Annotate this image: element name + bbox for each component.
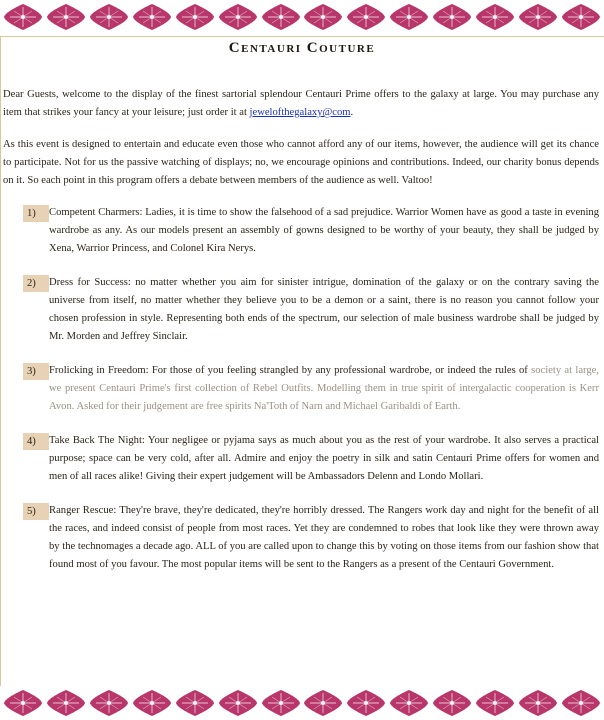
ornamental-leaf-icon — [560, 2, 602, 32]
ornamental-leaf-icon — [302, 688, 344, 718]
program-list — [3, 204, 599, 574]
item-text: society at large, we present Centauri Prime's first collection of Rebel Outfits. Modelling them in true spirit of intergalactic cooperation is Kerr Avon. Asked for their judgement are free spirits Na'Toth of Narn and Michael Garibaldi of Earth. — [49, 365, 600, 412]
item-text: Take Back The Night: Your negligee or pyjama says as much about you as the rest of your wardrobe. It also serves a practical purpose; space can be very cold, after all. Admire and enjoy the poetry in silk and satin Centauri Prime offers for women and men of all races alike! Giving their expert judgement will be Ambassadors Delenn and Londo Mollari. — [49, 435, 599, 482]
ornamental-leaf-icon — [2, 688, 44, 718]
document-body — [3, 86, 599, 590]
item-text: Ranger Rescue: They're brave, they're dedicated, they're horribly dressed. The Rangers work day and night for the benefit of all the races, and indeed consist of people from most races. Yet they are condemned to robes that look like they were thrown away by the technomages a decade ago. ALL of you are called upon to change this by voting on those items from our fashion show that found most of you favour. The most popular items will be sent to the Rangers as a present of the Centauri Government. — [49, 505, 599, 570]
ornamental-leaf-icon — [88, 2, 130, 32]
ornamental-leaf-icon — [260, 2, 302, 32]
ornamental-leaf-icon — [217, 2, 259, 32]
ornamental-leaf-icon — [217, 688, 259, 718]
ornamental-leaf-icon — [517, 688, 559, 718]
ornamental-leaf-icon — [174, 688, 216, 718]
ornamental-leaf-icon — [45, 2, 87, 32]
ornamental-leaf-icon — [388, 2, 430, 32]
ornamental-leaf-icon — [45, 688, 87, 718]
frame-top-line — [0, 36, 604, 37]
item-lead-text: Frolicking in Freedom: For those of you feeling strangled by any professional wardrobe, or indeed the rules of — [49, 365, 528, 376]
item-text: Competent Charmers: Ladies, it is time to show the falsehood of a sad prejudice. Warrior Women have as good a taste in evening wardrobe as any. As our models present an assembly of gowns designed to be worthy of your beauty, they shall be judged by Xena, Warrior Princess, and Colonel Kira Nerys. — [49, 207, 599, 254]
item-text: Dress for Success: no matter whether you aim for sinister intrigue, domination of the galaxy or on the contrary saving the universe from itself, no matter whether they believe you to be a demon or a saint, there is no reason you cannot follow your chosen profession in style. Representing both ends of the spectrum, our selection of male business wardrobe shall be judged by Mr. Morden and Jeffrey Sinclair. — [49, 277, 599, 342]
ornamental-leaf-icon — [345, 688, 387, 718]
ornamental-leaf-icon — [560, 688, 602, 718]
intro-paragraph-participation: As this event is designed to entertain and educate even those who cannot afford any of our items, however, the audience will get its chance to participate. Not for us the passive watching of displays; no, we encourage opinions and contributions. Indeed, our charity bonus depends on it. So each point in this program offers a debate between members of the audience as well. Valtoo! — [3, 139, 599, 186]
ornamental-leaf-icon — [2, 2, 44, 32]
item-number: 4) — [23, 433, 49, 450]
ornamental-leaf-icon — [431, 2, 473, 32]
ornamental-leaf-icon — [174, 2, 216, 32]
ornamental-leaf-icon — [474, 2, 516, 32]
frame-left-line — [0, 36, 1, 686]
program-item-2 — [3, 274, 599, 346]
program-item-5 — [3, 502, 599, 574]
order-link[interactable]: jewelofthegalaxy@com — [249, 107, 351, 118]
intro-paragraph-welcome — [3, 86, 599, 122]
ornamental-leaf-icon — [88, 688, 130, 718]
item-number: 1) — [23, 205, 49, 222]
ornamental-leaf-icon — [260, 688, 302, 718]
intro-text-after-link: . — [350, 107, 354, 118]
item-number: 2) — [23, 275, 49, 292]
program-item-3 — [3, 362, 599, 416]
ornamental-leaf-icon — [345, 2, 387, 32]
ornamental-leaf-icon — [131, 2, 173, 32]
ornamental-leaf-icon — [431, 688, 473, 718]
ornamental-leaf-icon — [302, 2, 344, 32]
intro-text-before-link: Dear Guests, welcome to the display of the finest sartorial splendour Centauri Prime offers to the galaxy at large. You may purchase any item that strikes your fancy at your leisure; just order it at — [3, 89, 599, 118]
program-item-1 — [3, 204, 599, 258]
ornamental-leaf-icon — [517, 2, 559, 32]
top-decorative-border — [0, 0, 604, 34]
page-title: Centauri Couture — [228, 40, 376, 56]
item-number: 5) — [23, 503, 49, 520]
item-number: 3) — [23, 363, 49, 380]
ornamental-leaf-icon — [388, 688, 430, 718]
bottom-decorative-border — [0, 686, 604, 720]
ornamental-leaf-icon — [474, 688, 516, 718]
program-item-4 — [3, 432, 599, 486]
ornamental-leaf-icon — [131, 688, 173, 718]
